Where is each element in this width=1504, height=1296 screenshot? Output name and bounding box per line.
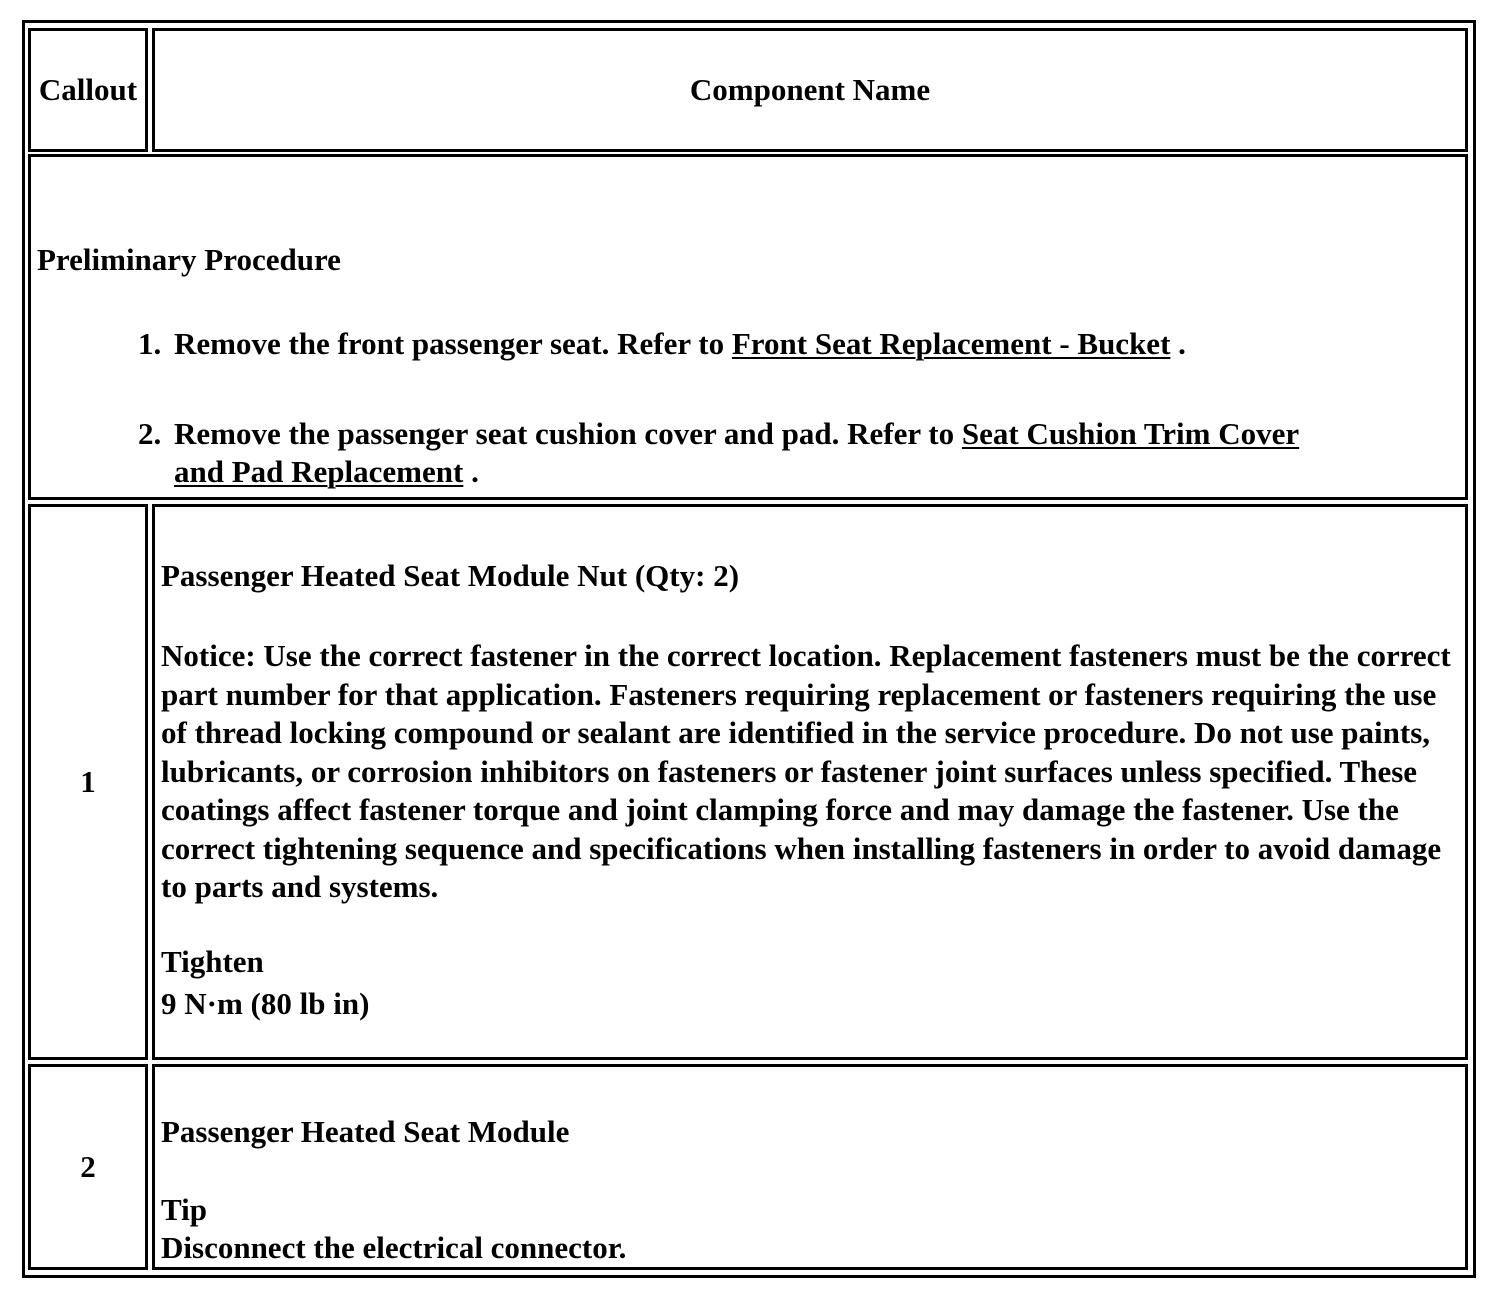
preliminary-title: Preliminary Procedure <box>37 242 341 277</box>
torque-spec: 9 N·m (80 lb in) <box>161 986 370 1021</box>
header-component-name-label: Component Name <box>689 72 931 107</box>
row-1-callout: 1 <box>80 764 96 799</box>
tip-label: Tip <box>161 1192 207 1227</box>
front-seat-replacement-link[interactable]: Front Seat Replacement - Bucket <box>731 326 1171 361</box>
step-1-instruction: Remove the front passenger seat. Refer to <box>174 326 725 361</box>
fastener-notice: Notice: Use the correct fastener in the correct location. Replacement fasteners must be the correct part number for that application. Fasteners requiring replacement or fasteners requiring the use of thread locking compound or sealant are identified in the service procedure. Do not use paints, lubricants, or corrosion inhibitors on fasteners or fastener joint surfaces unless specified. These coatings affect fastener torque and joint clamping force and may damage the fastener. Use the correct tightening sequence and specifications when installing fasteners in order to avoid damage to parts and systems. <box>161 638 1451 904</box>
row-1-title: Passenger Heated Seat Module Nut (Qty: 2) <box>161 558 740 593</box>
header-callout-label: Callout <box>38 72 138 107</box>
step-2-instruction: Remove the passenger seat cushion cover and pad. Refer to <box>174 416 955 451</box>
row-1-body-cell <box>152 504 1468 1060</box>
row-1-callout-cell <box>28 504 148 1060</box>
row-2-callout: 2 <box>80 1149 96 1184</box>
row-2-callout-cell <box>28 1064 148 1270</box>
step-1-text <box>174 325 1186 363</box>
seat-cushion-trim-cover-link[interactable]: Seat Cushion Trim Cover <box>961 416 1300 451</box>
row-2-body-cell <box>152 1064 1468 1270</box>
tip-text: Disconnect the electrical connector. <box>161 1230 627 1265</box>
preliminary-procedure-cell <box>28 154 1468 500</box>
step-1-suffix: . <box>1178 326 1186 361</box>
step-2-suffix: . <box>471 454 479 489</box>
step-2-text-line2 <box>174 453 479 491</box>
header-callout-cell <box>28 28 148 152</box>
tighten-label: Tighten <box>161 944 264 979</box>
step-2-text-line1 <box>174 415 1299 453</box>
pad-replacement-link[interactable]: and Pad Replacement <box>174 454 464 489</box>
header-component-name-cell <box>152 28 1468 152</box>
row-2-title: Passenger Heated Seat Module <box>161 1114 570 1149</box>
step-1-number: 1. <box>138 326 162 361</box>
step-2-number: 2. <box>138 416 162 451</box>
